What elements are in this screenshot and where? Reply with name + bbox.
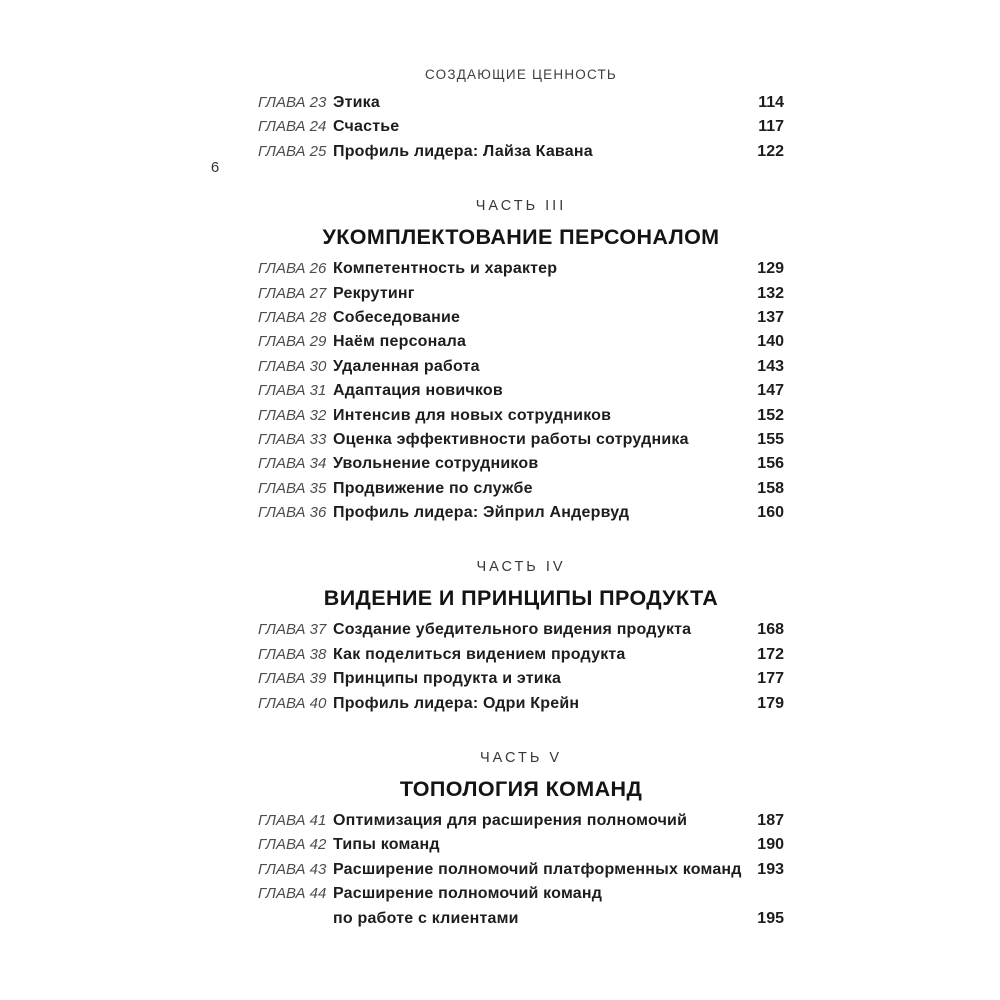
chapter-page-number: 122 (757, 142, 784, 160)
chapter-page-number: 114 (758, 94, 784, 111)
chapter-title: Типы команд (333, 836, 440, 854)
chapter-title: Счастье (333, 118, 400, 136)
chapter-page-number: 179 (757, 694, 784, 712)
chapter-label: ГЛАВА 25 (258, 142, 327, 160)
chapter-label: ГЛАВА 27 (258, 284, 327, 302)
chapter-page-number: 140 (757, 333, 784, 351)
chapter-page-number: 195 (757, 909, 784, 927)
toc-entry-row (258, 809, 784, 833)
chapter-label: ГЛАВА 42 (258, 836, 327, 854)
chapter-page-number: 190 (757, 836, 784, 854)
toc-entry-row (258, 477, 784, 501)
toc-entry-row (258, 282, 784, 306)
chapter-title: Компетентность и характер (333, 260, 558, 278)
chapter-title: Оценка эффективности работы сотрудника (333, 430, 689, 448)
part-title: ВИДЕНИЕ И ПРИНЦИПЫ ПРОДУКТА (323, 586, 719, 611)
chapter-title: Как поделиться видением продукта (333, 645, 626, 663)
toc-entry-row (258, 858, 784, 882)
toc-entry-row (258, 91, 784, 115)
chapter-page-number: 117 (758, 118, 784, 136)
toc-entry-row (258, 428, 784, 452)
toc-entry-row (258, 667, 784, 691)
chapter-page-number: 168 (757, 621, 784, 639)
part-label: ЧАСТЬ III (475, 198, 567, 215)
chapter-title: Оптимизация для расширения полномочий (333, 812, 688, 830)
chapter-label: ГЛАВА 29 (258, 333, 327, 351)
chapter-title: по работе с клиентами (333, 909, 519, 927)
toc-entry-row (258, 140, 784, 164)
chapter-page-number: 156 (757, 455, 784, 473)
chapter-label: ГЛАВА 30 (258, 357, 327, 375)
chapter-page-number: 152 (757, 406, 784, 424)
chapter-title: Продвижение по службе (333, 479, 533, 497)
chapter-title: Собеседование (333, 308, 461, 326)
chapter-label: ГЛАВА 44 (258, 885, 327, 903)
toc-entry-row (258, 355, 784, 379)
running-head: СОЗДАЮЩИЕ ЦЕННОСТЬ (424, 67, 617, 82)
chapter-title: Адаптация новичков (333, 382, 503, 400)
chapter-title: Профиль лидера: Эйприл Андервуд (333, 504, 630, 522)
chapter-label: ГЛАВА 24 (258, 118, 327, 136)
chapter-title: Удаленная работа (333, 357, 480, 375)
part-title: ТОПОЛОГИЯ КОМАНД (399, 777, 643, 802)
chapter-title: Увольнение сотрудников (333, 455, 539, 473)
chapter-label: ГЛАВА 35 (258, 479, 327, 497)
chapter-label: ГЛАВА 23 (258, 94, 327, 111)
table-of-contents (258, 91, 784, 931)
chapter-page-number: 160 (757, 504, 784, 522)
toc-entry-row (258, 643, 784, 667)
chapter-label: ГЛАВА 34 (258, 455, 327, 473)
toc-entry-row (258, 618, 784, 642)
chapter-label: ГЛАВА 32 (258, 406, 327, 424)
chapter-page-number: 143 (757, 357, 784, 375)
chapter-title: Рекрутинг (333, 284, 415, 302)
toc-entry-row (258, 404, 784, 428)
chapter-page-number: 155 (757, 430, 784, 448)
chapter-page-number: 177 (757, 670, 784, 688)
toc-entry-row (258, 115, 784, 139)
page-number-folio: 6 (210, 159, 220, 176)
chapter-page-number: 187 (757, 812, 784, 830)
chapter-page-number: 132 (757, 284, 784, 302)
chapter-title: Наём персонала (333, 333, 467, 351)
chapter-page-number: 137 (757, 308, 784, 326)
chapter-label: ГЛАВА 43 (258, 860, 327, 878)
chapter-title: Профиль лидера: Одри Крейн (333, 694, 580, 712)
chapter-page-number (742, 882, 784, 906)
chapter-label: ГЛАВА 36 (258, 504, 327, 522)
toc-entry-row (258, 882, 784, 906)
chapter-title: Интенсив для новых сотрудников (333, 406, 612, 424)
chapter-label: ГЛАВА 31 (258, 382, 327, 400)
chapter-label: ГЛАВА 39 (258, 670, 327, 688)
part-title: УКОМПЛЕКТОВАНИЕ ПЕРСОНАЛОМ (322, 225, 720, 250)
chapter-label: ГЛАВА 38 (258, 645, 327, 663)
chapter-label: ГЛАВА 37 (258, 621, 327, 639)
chapter-page-number: 172 (757, 645, 784, 663)
toc-entry-row (258, 452, 784, 476)
chapter-label: ГЛАВА 26 (258, 260, 327, 278)
chapter-title: Расширение полномочий платформенных команд (333, 860, 742, 878)
toc-entry-row (258, 330, 784, 354)
chapter-title: Профиль лидера: Лайза Кавана (333, 142, 593, 160)
toc-entry-row (258, 692, 784, 716)
chapter-title: Создание убедительного видения продукта (333, 621, 692, 639)
chapter-title: Расширение полномочий команд (333, 885, 603, 903)
toc-entry-row (258, 379, 784, 403)
chapter-page-number: 193 (757, 860, 784, 878)
toc-entry-row (258, 306, 784, 330)
chapter-label: ГЛАВА 33 (258, 430, 327, 448)
chapter-label: ГЛАВА 41 (258, 812, 327, 830)
toc-entry-row (258, 501, 784, 525)
chapter-page-number: 129 (757, 260, 784, 278)
toc-entry-row (258, 833, 784, 857)
chapter-label: ГЛАВА 28 (258, 308, 327, 326)
chapter-label: ГЛАВА 40 (258, 694, 327, 712)
part-label: ЧАСТЬ IV (476, 559, 566, 576)
chapter-page-number: 147 (757, 382, 784, 400)
chapter-title: Этика (333, 94, 380, 111)
chapter-label (258, 907, 333, 931)
part-label: ЧАСТЬ V (479, 750, 563, 767)
chapter-page-number: 158 (757, 479, 784, 497)
toc-entry-row (258, 907, 784, 931)
toc-entry-row (258, 257, 784, 281)
chapter-title: Принципы продукта и этика (333, 670, 562, 688)
